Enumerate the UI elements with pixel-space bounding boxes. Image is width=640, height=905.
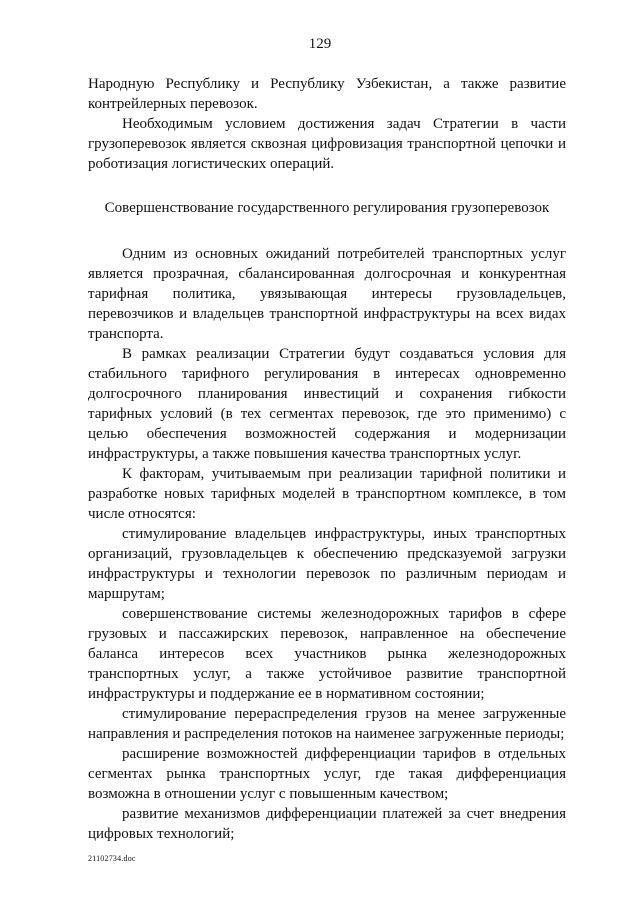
paragraph: В рамках реализации Стратегии будут создаваться условия для стабильного тарифного регулирования в интересах одновременно долгосрочного планирования инвестиций и сохранения гибкости тарифных условий (в тех сегментах перевозок, где это применимо) с целью обеспечения возможностей содержания и модернизации инфраструктуры, а также повышения качества транспортных услуг. — [88, 346, 566, 462]
paragraph: Одним из основных ожиданий потребителей транспортных услуг является прозрачная, сбалансированная долгосрочная и конкурентная тарифная политика, увязывающая интересы грузовладельцев, перевозчиков и владельцев транспортной инфраструктуры на всех видах транспорта. — [88, 246, 566, 342]
page-number: 129 — [308, 36, 332, 52]
document-body — [88, 74, 566, 844]
list-item: стимулирование перераспределения грузов на менее загруженные направления и распределения потоков на наименее загруженные периоды; — [88, 706, 566, 742]
list-item: расширение возможностей дифференциации тарифов в отдельных сегментах рынка транспортных услуг, где такая дифференциация возможна в отношении услуг с повышенным качеством; — [88, 746, 566, 802]
paragraph-continued: Народную Республику и Республику Узбекистан, а также развитие контрейлерных перевозок. — [88, 76, 566, 112]
paragraph: К факторам, учитываемым при реализации тарифной политики и разработке новых тарифных моделей в транспортном комплексе, в том числе относятся: — [88, 466, 566, 522]
paragraph: Необходимым условием достижения задач Стратегии в части грузоперевозок является сквозная цифровизация транспортной цепочки и роботизация логистических операций. — [88, 116, 566, 172]
section-heading: Совершенствование государственного регулирования грузоперевозок — [104, 200, 550, 216]
file-name-footer: 21102734.doc — [88, 854, 136, 863]
list-item: стимулирование владельцев инфраструктуры, иных транспортных организаций, грузовладельцев к обеспечению предсказуемой загрузки инфраструктуры и технологии перевозок по различным периодам и маршрутам; — [88, 526, 566, 602]
list-item: совершенствование системы железнодорожных тарифов в сфере грузовых и пассажирских перевозок, направленное на обеспечение баланса интересов всех участников рынка железнодорожных транспортных услуг, а также устойчивое развитие транспортной инфраструктуры и поддержание ее в нормативном состоянии; — [88, 606, 566, 702]
list-item: развитие механизмов дифференциации платежей за счет внедрения цифровых технологий; — [88, 806, 566, 842]
